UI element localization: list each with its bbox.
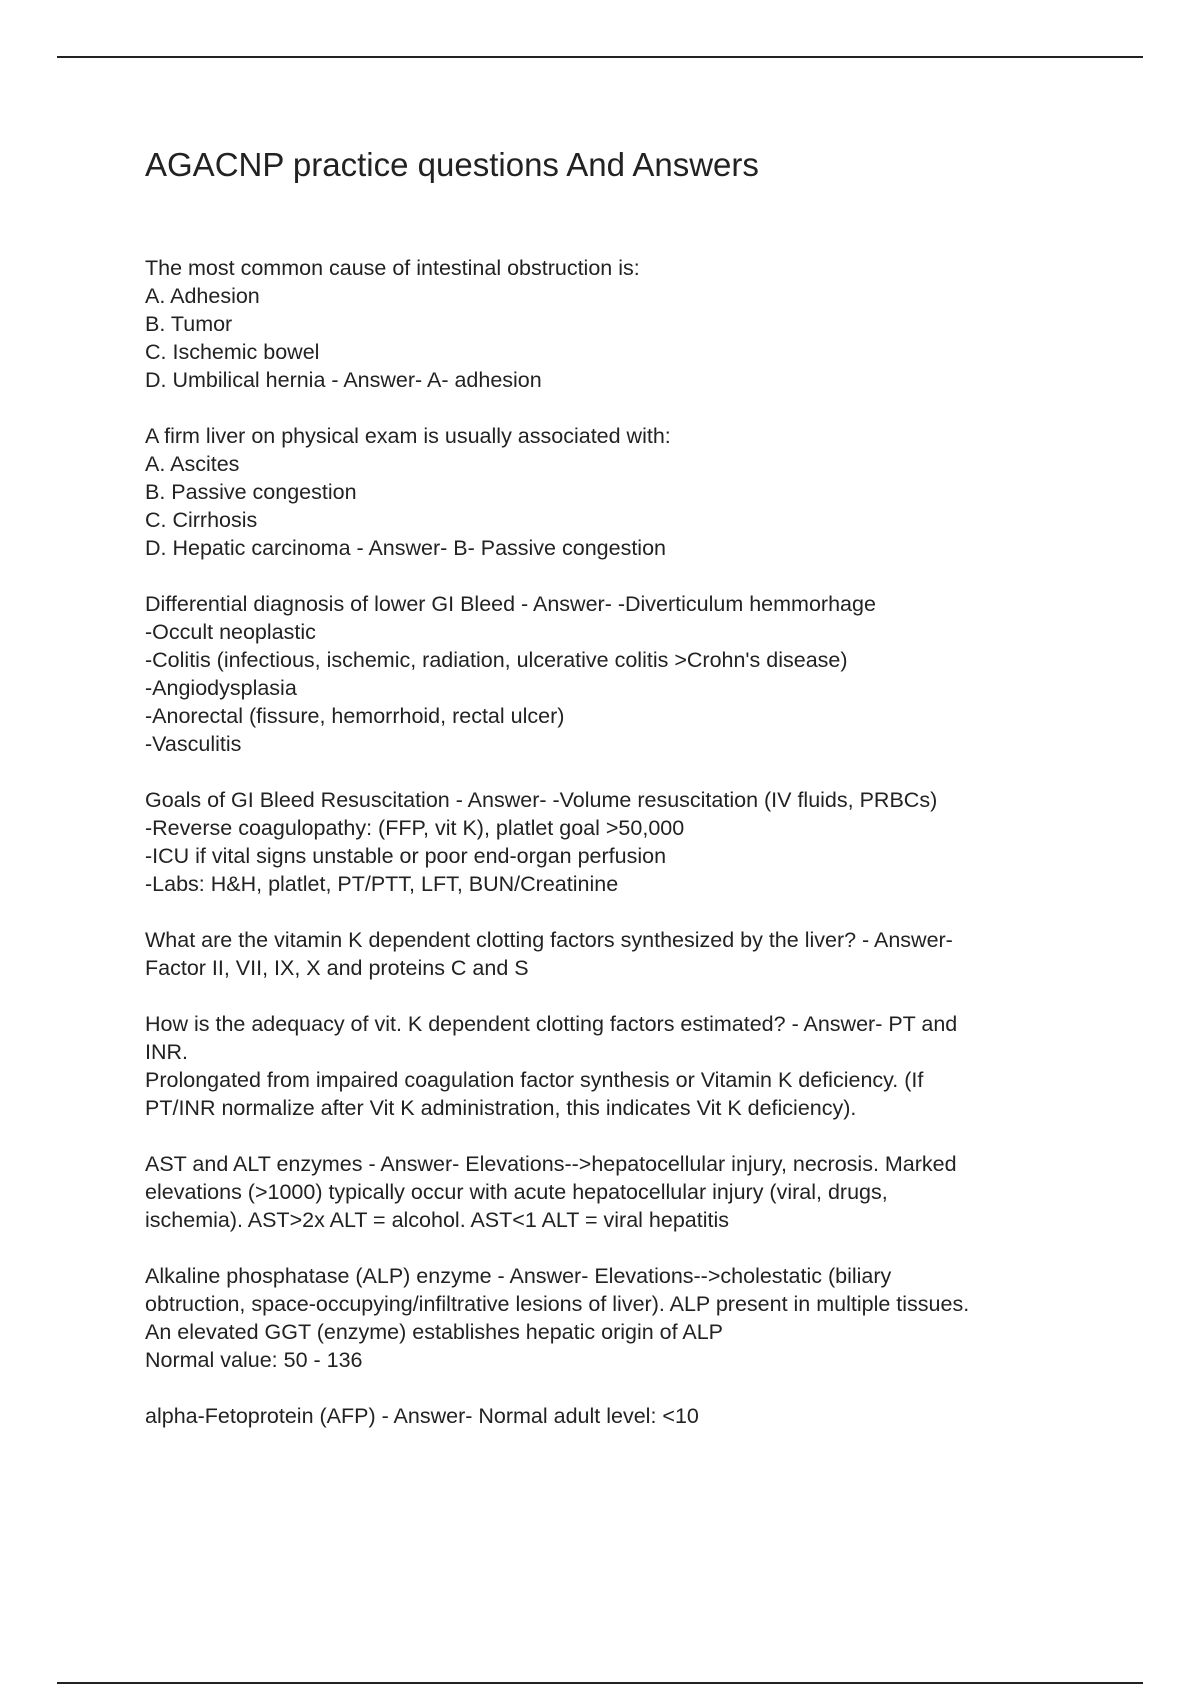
qa-line: -Vasculitis [145, 732, 242, 756]
qa-line: PT/INR normalize after Vit K administration, this indicates Vit K deficiency). [145, 1096, 857, 1120]
qa-entry [145, 1402, 1085, 1430]
document-title: AGACNP practice questions And Answers [145, 146, 759, 183]
qa-line: -Reverse coagulopathy: (FFP, vit K), platlet goal >50,000 [145, 816, 685, 840]
qa-line: alpha-Fetoprotein (AFP) - Answer- Normal adult level: <10 [145, 1404, 699, 1428]
qa-line: B. Passive congestion [145, 480, 357, 504]
qa-line: What are the vitamin K dependent clotting factors synthesized by the liver? - Answer- [145, 928, 953, 952]
qa-line: C. Cirrhosis [145, 508, 258, 532]
qa-line: obtruction, space-occupying/infiltrative lesions of liver). ALP present in multiple tissues. [145, 1292, 970, 1316]
qa-line: Differential diagnosis of lower GI Bleed - Answer- -Diverticulum hemmorhage [145, 592, 876, 616]
qa-line: INR. [145, 1040, 188, 1064]
qa-entry [145, 422, 1085, 562]
qa-entry [145, 1150, 1085, 1234]
qa-line: A. Ascites [145, 452, 240, 476]
qa-line: D. Umbilical hernia - Answer- A- adhesion [145, 368, 542, 392]
qa-line: How is the adequacy of vit. K dependent clotting factors estimated? - Answer- PT and [145, 1012, 958, 1036]
qa-entry [145, 1010, 1085, 1122]
qa-line: Prolongated from impaired coagulation factor synthesis or Vitamin K deficiency. (If [145, 1068, 924, 1092]
qa-line: Factor II, VII, IX, X and proteins C and S [145, 956, 529, 980]
qa-line: D. Hepatic carcinoma - Answer- B- Passive congestion [145, 536, 666, 560]
qa-entry [145, 926, 1085, 982]
qa-line: -ICU if vital signs unstable or poor end-organ perfusion [145, 844, 667, 868]
qa-line: A. Adhesion [145, 284, 260, 308]
qa-line: Normal value: 50 - 136 [145, 1348, 363, 1372]
qa-line: -Angiodysplasia [145, 676, 297, 700]
qa-line: C. Ischemic bowel [145, 340, 320, 364]
qa-entry [145, 590, 1085, 758]
qa-line: B. Tumor [145, 312, 233, 336]
qa-line: ischemia). AST>2x ALT = alcohol. AST<1 ALT = viral hepatitis [145, 1208, 729, 1232]
qa-line: -Labs: H&H, platlet, PT/PTT, LFT, BUN/Creatinine [145, 872, 619, 896]
footer-rule [57, 1682, 1143, 1684]
qa-entry [145, 1262, 1085, 1374]
qa-line: Goals of GI Bleed Resuscitation - Answer- -Volume resuscitation (IV fluids, PRBCs) [145, 788, 938, 812]
qa-line: elevations (>1000) typically occur with acute hepatocellular injury (viral, drugs, [145, 1180, 888, 1204]
qa-line: Alkaline phosphatase (ALP) enzyme - Answer- Elevations-->cholestatic (biliary [145, 1264, 892, 1288]
qa-line: The most common cause of intestinal obstruction is: [145, 256, 640, 280]
qa-line: An elevated GGT (enzyme) establishes hepatic origin of ALP [145, 1320, 724, 1344]
qa-line: -Anorectal (fissure, hemorrhoid, rectal ulcer) [145, 704, 565, 728]
qa-entry [145, 254, 1085, 394]
qa-entry [145, 786, 1085, 898]
qa-line: -Colitis (infectious, ischemic, radiation, ulcerative colitis >Crohn's disease) [145, 648, 848, 672]
qa-line: A firm liver on physical exam is usually associated with: [145, 424, 671, 448]
qa-list [145, 254, 1085, 1458]
qa-line: -Occult neoplastic [145, 620, 316, 644]
qa-line: AST and ALT enzymes - Answer- Elevations-->hepatocellular injury, necrosis. Marked [145, 1152, 957, 1176]
header-rule [57, 56, 1143, 58]
